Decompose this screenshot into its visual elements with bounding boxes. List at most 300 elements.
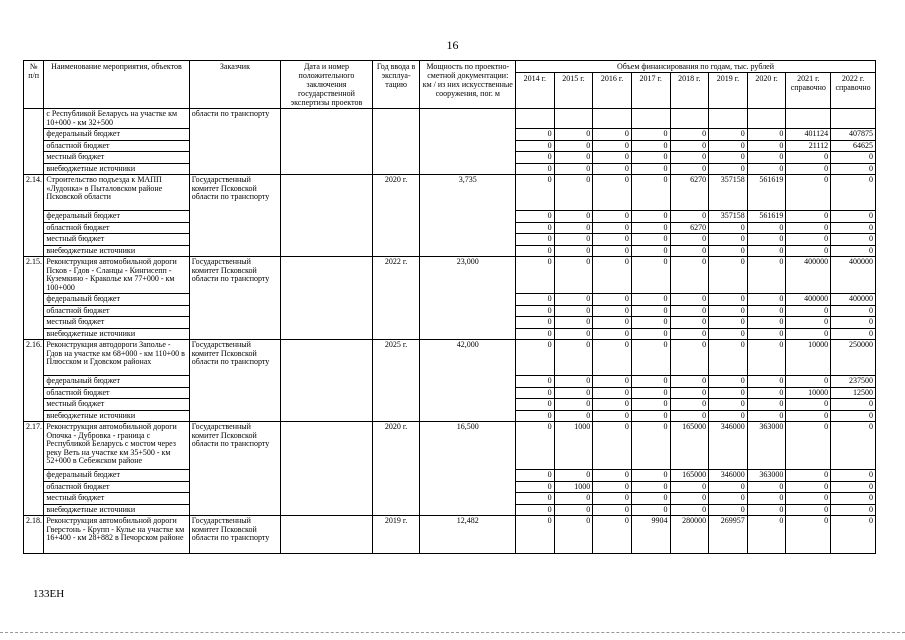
value-cell: 0 (747, 257, 786, 294)
value-cell: 561619 (747, 175, 786, 211)
value-cell: 10000 (786, 340, 831, 376)
value-cell: 0 (593, 328, 632, 340)
value-cell: 0 (670, 129, 709, 141)
value-cell: 0 (831, 504, 876, 516)
value-cell: 0 (554, 234, 593, 246)
budget-label: внебюджетные источники (44, 504, 189, 516)
budget-label: областной бюджет (44, 305, 189, 317)
value-cell: 0 (554, 211, 593, 223)
value-cell: 0 (593, 481, 632, 493)
value-cell: 0 (670, 294, 709, 306)
value-cell: 0 (747, 387, 786, 399)
customer-cell: Государственный комитет Псковской области по транспорту (189, 257, 281, 340)
customer-cell: Государственный комитет Псковской области по транспорту (189, 340, 281, 422)
value-cell: 0 (709, 222, 748, 234)
customer-cell: Государственный комитет Псковской области по транспорту (189, 516, 281, 554)
value-cell: 0 (831, 470, 876, 482)
value-cell: 0 (747, 140, 786, 152)
value-cell: 0 (516, 399, 555, 411)
value-cell: 401124 (786, 129, 831, 141)
value-cell: 0 (831, 328, 876, 340)
value-cell: 0 (516, 493, 555, 505)
value-cell: 0 (709, 493, 748, 505)
value-cell: 0 (516, 516, 555, 554)
value-cell: 0 (593, 422, 632, 470)
value-cell: 0 (786, 376, 831, 388)
value-cell: 0 (516, 328, 555, 340)
value-cell (670, 109, 709, 129)
value-cell: 0 (709, 481, 748, 493)
value-cell: 0 (554, 129, 593, 141)
value-cell: 0 (786, 399, 831, 411)
col-expertise-header: Дата и номер положительного заключения государственной экспертизы проектов (281, 61, 373, 109)
value-cell: 0 (670, 211, 709, 223)
value-cell: 0 (831, 399, 876, 411)
value-cell: 0 (593, 504, 632, 516)
document-code: 133ЕН (33, 588, 65, 600)
value-cell: 0 (516, 340, 555, 376)
value-cell: 0 (631, 140, 670, 152)
value-cell: 0 (554, 245, 593, 257)
budget-label: областной бюджет (44, 222, 189, 234)
value-cell: 0 (831, 245, 876, 257)
project-name: Реконструкция автомобильной дороги Опочка - Дубровка - граница с Республикой Беларусь с мостом через реку Веть на участке км 35+500 - км 52+000 в Себежском районе (44, 422, 189, 470)
value-cell: 0 (786, 152, 831, 164)
expertise-cell (281, 340, 373, 422)
value-cell: 0 (670, 245, 709, 257)
value-cell: 0 (747, 481, 786, 493)
project-row (24, 516, 876, 554)
value-cell: 165000 (670, 422, 709, 470)
value-cell: 0 (709, 245, 748, 257)
value-cell: 0 (516, 234, 555, 246)
value-cell: 0 (631, 152, 670, 164)
value-cell: 561619 (747, 211, 786, 223)
value-cell: 6270 (670, 175, 709, 211)
budget-label: внебюджетные источники (44, 410, 189, 422)
value-cell: 0 (709, 152, 748, 164)
value-cell: 0 (831, 305, 876, 317)
value-cell: 0 (631, 211, 670, 223)
value-cell: 0 (554, 163, 593, 175)
value-cell: 0 (670, 234, 709, 246)
value-cell: 363000 (747, 470, 786, 482)
budget-label: областной бюджет (44, 387, 189, 399)
value-cell: 400000 (786, 294, 831, 306)
expertise-cell (281, 422, 373, 516)
value-cell: 0 (593, 340, 632, 376)
capacity-cell: 23,000 (420, 257, 516, 340)
value-cell (593, 109, 632, 129)
value-cell: 0 (709, 387, 748, 399)
value-cell: 0 (593, 516, 632, 554)
year-cell: 2020 г. (372, 422, 420, 516)
value-cell: 0 (670, 163, 709, 175)
value-cell: 12500 (831, 387, 876, 399)
page-edge-rule (0, 632, 905, 633)
value-cell: 0 (631, 234, 670, 246)
year-header: 2017 г. (631, 73, 670, 109)
value-cell: 0 (747, 399, 786, 411)
value-cell (786, 109, 831, 129)
value-cell: 0 (631, 175, 670, 211)
value-cell: 0 (747, 234, 786, 246)
value-cell: 0 (747, 294, 786, 306)
value-cell: 0 (709, 317, 748, 329)
value-cell: 237500 (831, 376, 876, 388)
year-header: 2020 г. (747, 73, 786, 109)
expertise-cell (281, 109, 373, 175)
col-num-header: № п/п (24, 61, 44, 109)
year-header: 2018 г. (670, 73, 709, 109)
value-cell: 0 (593, 129, 632, 141)
value-cell: 0 (670, 504, 709, 516)
project-name: Строительство подъезда к МАПП «Лудонка» в Пыталовском районе Псковской области (44, 175, 189, 211)
budget-label: внебюджетные источники (44, 328, 189, 340)
value-cell (631, 109, 670, 129)
value-cell: 0 (709, 257, 748, 294)
customer-cell: Государственный комитет Псковской области по транспорту (189, 175, 281, 257)
value-cell: 0 (516, 387, 555, 399)
budget-label: федеральный бюджет (44, 376, 189, 388)
project-name: Реконструкция автодороги Заполье - Гдов на участке км 68+000 - км 110+00 в Плюсском и Гдовском районах (44, 340, 189, 376)
budget-label: местный бюджет (44, 317, 189, 329)
num-cell: 2.17. (24, 422, 44, 516)
value-cell: 0 (593, 376, 632, 388)
value-cell: 0 (593, 140, 632, 152)
value-cell: 407875 (831, 129, 876, 141)
value-cell: 0 (593, 305, 632, 317)
year-cell: 2025 г. (372, 340, 420, 422)
funding-table (23, 60, 876, 554)
table-row (24, 109, 876, 129)
value-cell: 0 (747, 317, 786, 329)
col-capacity-header: Мощность по проектно-сметной документации: км / из них искусственные сооружения, пог. м (420, 61, 516, 109)
value-cell: 0 (593, 211, 632, 223)
value-cell: 0 (670, 257, 709, 294)
year-header: 2021 г. справочно (786, 73, 831, 109)
value-cell: 0 (709, 305, 748, 317)
value-cell: 0 (786, 245, 831, 257)
budget-label: внебюджетные источники (44, 163, 189, 175)
value-cell: 0 (747, 328, 786, 340)
value-cell: 0 (786, 175, 831, 211)
project-row (24, 422, 876, 470)
value-cell: 0 (554, 410, 593, 422)
value-cell (747, 109, 786, 129)
customer-cell: области по транспорту (189, 109, 281, 175)
value-cell: 0 (593, 317, 632, 329)
value-cell: 0 (709, 376, 748, 388)
value-cell: 0 (554, 470, 593, 482)
value-cell: 0 (593, 387, 632, 399)
value-cell: 10000 (786, 387, 831, 399)
col-name-header: Наименование мероприятия, объектов (44, 61, 189, 109)
value-cell: 0 (554, 317, 593, 329)
value-cell: 0 (709, 340, 748, 376)
value-cell: 0 (786, 516, 831, 554)
value-cell (709, 109, 748, 129)
capacity-cell (420, 109, 516, 175)
value-cell: 0 (831, 163, 876, 175)
value-cell: 0 (709, 410, 748, 422)
budget-label: областной бюджет (44, 481, 189, 493)
project-row (24, 175, 876, 211)
value-cell: 280000 (670, 516, 709, 554)
col-customer-header: Заказчик (189, 61, 281, 109)
value-cell: 0 (516, 410, 555, 422)
capacity-cell: 16,500 (420, 422, 516, 516)
value-cell: 0 (593, 470, 632, 482)
value-cell: 269957 (709, 516, 748, 554)
value-cell: 0 (786, 470, 831, 482)
value-cell: 0 (516, 245, 555, 257)
value-cell: 0 (670, 410, 709, 422)
value-cell: 0 (516, 140, 555, 152)
value-cell: 0 (516, 422, 555, 470)
value-cell: 0 (786, 305, 831, 317)
value-cell: 0 (670, 305, 709, 317)
value-cell: 0 (554, 376, 593, 388)
value-cell: 0 (631, 163, 670, 175)
value-cell: 0 (631, 470, 670, 482)
value-cell: 0 (554, 516, 593, 554)
value-cell: 0 (670, 328, 709, 340)
value-cell: 0 (670, 340, 709, 376)
capacity-cell: 42,000 (420, 340, 516, 422)
num-cell: 2.16. (24, 340, 44, 422)
value-cell: 0 (786, 328, 831, 340)
value-cell: 0 (516, 317, 555, 329)
num-cell: 2.14. (24, 175, 44, 257)
value-cell: 0 (554, 328, 593, 340)
capacity-cell: 12,482 (420, 516, 516, 554)
value-cell: 0 (516, 257, 555, 294)
value-cell: 0 (747, 129, 786, 141)
value-cell: 0 (831, 422, 876, 470)
year-cell: 2019 г. (372, 516, 420, 554)
value-cell: 1000 (554, 481, 593, 493)
col-year-header: Год ввода в эксплуа-тацию (372, 61, 420, 109)
budget-label: внебюджетные источники (44, 245, 189, 257)
value-cell: 0 (516, 294, 555, 306)
value-cell: 9904 (631, 516, 670, 554)
value-cell: 0 (593, 245, 632, 257)
num-cell: 2.15. (24, 257, 44, 340)
value-cell: 0 (747, 340, 786, 376)
year-cell (372, 109, 420, 175)
value-cell: 0 (709, 163, 748, 175)
year-header: 2022 г. справочно (831, 73, 876, 109)
budget-label: федеральный бюджет (44, 294, 189, 306)
value-cell: 165000 (670, 470, 709, 482)
value-cell: 0 (554, 504, 593, 516)
value-cell: 0 (593, 399, 632, 411)
value-cell: 0 (554, 294, 593, 306)
value-cell: 0 (516, 470, 555, 482)
value-cell: 0 (831, 516, 876, 554)
value-cell: 250000 (831, 340, 876, 376)
expertise-cell (281, 516, 373, 554)
value-cell: 0 (631, 317, 670, 329)
value-cell: 0 (670, 152, 709, 164)
budget-label: федеральный бюджет (44, 129, 189, 141)
value-cell: 0 (786, 222, 831, 234)
value-cell: 0 (786, 493, 831, 505)
value-cell: 0 (786, 317, 831, 329)
value-cell: 0 (786, 410, 831, 422)
project-row (24, 340, 876, 376)
value-cell: 0 (593, 257, 632, 294)
value-cell: 0 (786, 422, 831, 470)
value-cell: 346000 (709, 470, 748, 482)
value-cell: 400000 (831, 257, 876, 294)
value-cell (831, 109, 876, 129)
value-cell: 0 (554, 152, 593, 164)
value-cell: 0 (631, 387, 670, 399)
year-header: 2016 г. (593, 73, 632, 109)
value-cell: 0 (593, 175, 632, 211)
value-cell: 0 (670, 140, 709, 152)
value-cell: 0 (631, 340, 670, 376)
value-cell: 0 (747, 152, 786, 164)
value-cell: 0 (516, 211, 555, 223)
project-name: Реконструкция автомобильной дороги Гверстонь - Крупп - Кулье на участке км 16+400 - км 28+882 в Печорском районе (44, 516, 189, 554)
value-cell: 0 (831, 222, 876, 234)
value-cell: 0 (593, 294, 632, 306)
value-cell: 0 (631, 410, 670, 422)
value-cell: 0 (747, 305, 786, 317)
value-cell: 0 (631, 305, 670, 317)
value-cell: 0 (709, 140, 748, 152)
value-cell: 64625 (831, 140, 876, 152)
value-cell: 0 (747, 504, 786, 516)
value-cell: 0 (593, 234, 632, 246)
value-cell: 0 (747, 222, 786, 234)
project-name: Реконструкция автомобильной дороги Псков - Гдов - Сланцы - Кингисепп - Куземкино - Краколье км 77+000 - км 100+000 (44, 257, 189, 294)
value-cell: 0 (631, 399, 670, 411)
value-cell: 0 (747, 410, 786, 422)
expertise-cell (281, 175, 373, 257)
value-cell: 0 (593, 152, 632, 164)
value-cell: 0 (786, 504, 831, 516)
table-body (24, 109, 876, 554)
value-cell: 1000 (554, 422, 593, 470)
budget-label: местный бюджет (44, 493, 189, 505)
value-cell (516, 109, 555, 129)
value-cell: 0 (709, 129, 748, 141)
value-cell: 0 (786, 211, 831, 223)
value-cell: 0 (516, 504, 555, 516)
value-cell: 0 (631, 422, 670, 470)
value-cell: 346000 (709, 422, 748, 470)
value-cell: 0 (593, 493, 632, 505)
value-cell: 0 (831, 152, 876, 164)
value-cell: 0 (747, 516, 786, 554)
value-cell: 0 (747, 245, 786, 257)
value-cell: 0 (516, 305, 555, 317)
value-cell: 0 (631, 257, 670, 294)
value-cell: 0 (554, 340, 593, 376)
value-cell: 0 (670, 481, 709, 493)
year-header: 2019 г. (709, 73, 748, 109)
value-cell: 0 (831, 493, 876, 505)
value-cell (554, 109, 593, 129)
value-cell: 0 (670, 399, 709, 411)
value-cell: 0 (709, 294, 748, 306)
page-number: 16 (446, 38, 459, 52)
table-header (24, 61, 876, 109)
value-cell: 0 (786, 481, 831, 493)
value-cell: 0 (554, 140, 593, 152)
value-cell: 0 (554, 257, 593, 294)
value-cell: 0 (631, 129, 670, 141)
value-cell: 0 (747, 163, 786, 175)
value-cell: 0 (831, 211, 876, 223)
capacity-cell: 3,735 (420, 175, 516, 257)
col-funding-header: Объем финансирования по годам, тыс. рублей (516, 61, 876, 73)
num-cell (24, 109, 44, 175)
value-cell: 0 (786, 234, 831, 246)
value-cell: 357158 (709, 211, 748, 223)
value-cell: 0 (516, 376, 555, 388)
value-cell: 0 (831, 234, 876, 246)
value-cell: 0 (554, 305, 593, 317)
num-cell: 2.18. (24, 516, 44, 554)
value-cell: 0 (631, 376, 670, 388)
budget-label: областной бюджет (44, 140, 189, 152)
value-cell: 0 (631, 493, 670, 505)
value-cell: 0 (516, 175, 555, 211)
year-cell: 2020 г. (372, 175, 420, 257)
value-cell: 400000 (831, 294, 876, 306)
value-cell: 0 (747, 493, 786, 505)
value-cell: 0 (831, 481, 876, 493)
value-cell: 0 (709, 328, 748, 340)
value-cell: 0 (831, 410, 876, 422)
value-cell: 0 (631, 222, 670, 234)
value-cell: 0 (516, 152, 555, 164)
year-header: 2014 г. (516, 73, 555, 109)
project-row (24, 257, 876, 294)
value-cell: 0 (670, 317, 709, 329)
value-cell: 0 (516, 129, 555, 141)
value-cell: 0 (747, 376, 786, 388)
value-cell: 0 (831, 317, 876, 329)
value-cell: 0 (709, 504, 748, 516)
value-cell: 0 (709, 399, 748, 411)
year-cell: 2022 г. (372, 257, 420, 340)
value-cell: 0 (554, 387, 593, 399)
budget-label: федеральный бюджет (44, 211, 189, 223)
value-cell: 0 (554, 399, 593, 411)
value-cell: 0 (631, 481, 670, 493)
value-cell: 0 (670, 387, 709, 399)
value-cell: 363000 (747, 422, 786, 470)
value-cell: 0 (554, 493, 593, 505)
value-cell: 0 (516, 222, 555, 234)
value-cell: 0 (593, 410, 632, 422)
value-cell: 6270 (670, 222, 709, 234)
value-cell: 0 (516, 481, 555, 493)
budget-label: местный бюджет (44, 152, 189, 164)
value-cell: 0 (631, 245, 670, 257)
value-cell: 0 (670, 493, 709, 505)
value-cell: 400000 (786, 257, 831, 294)
value-cell: 0 (593, 163, 632, 175)
budget-label: местный бюджет (44, 234, 189, 246)
expertise-cell (281, 257, 373, 340)
